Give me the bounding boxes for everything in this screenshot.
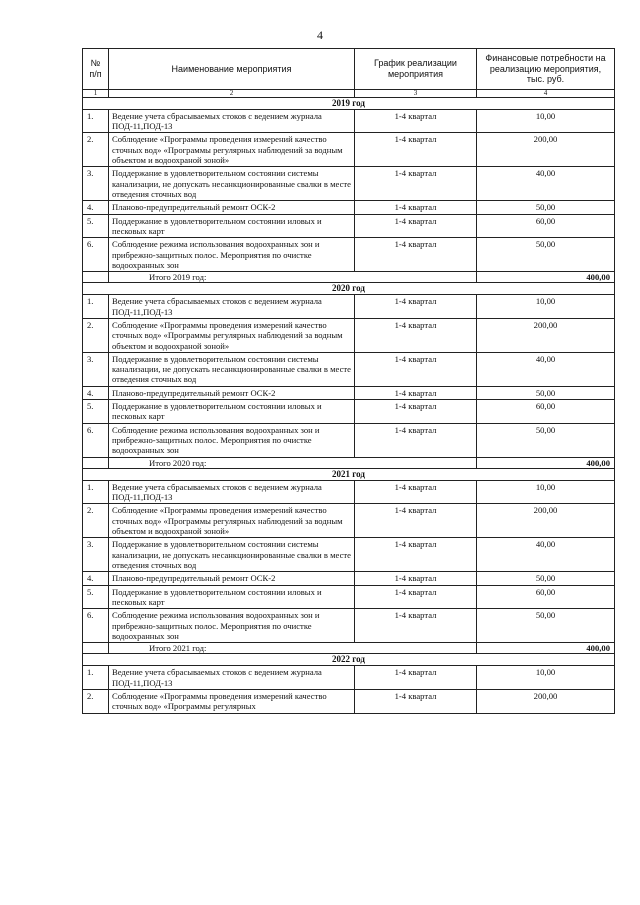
total-row [83, 643, 615, 654]
measure-name: Планово-предупредительный ремонт ОСК-2 [109, 572, 355, 585]
row-number: 1. [83, 666, 109, 690]
cost-cell: 40,00 [477, 538, 615, 572]
total-row [83, 457, 615, 468]
table-row [83, 109, 615, 133]
row-number: 1. [83, 480, 109, 504]
header-num-text: № п/п [89, 58, 102, 79]
column-number: 2 [109, 90, 355, 98]
header-name: Наименование мероприятия [109, 49, 355, 90]
row-number: 1. [83, 109, 109, 133]
cost-cell: 60,00 [477, 400, 615, 424]
measure-name: Поддержание в удовлетворительном состоянии иловых и песковых карт [109, 214, 355, 238]
row-number: 2. [83, 689, 109, 713]
table-row [83, 352, 615, 386]
measure-name: Поддержание в удовлетворительном состоянии иловых и песковых карт [109, 400, 355, 424]
table-header-row [83, 49, 615, 90]
row-number: 1. [83, 295, 109, 319]
schedule-cell: 1-4 квартал [355, 133, 477, 167]
measure-name: Поддержание в удовлетворительном состоянии системы канализации, не допускать несанкционированные свалки в месте отведения сточных вод [109, 167, 355, 201]
measure-name: Планово-предупредительный ремонт ОСК-2 [109, 386, 355, 399]
measure-name: Ведение учета сбрасываемых стоков с ведением журнала ПОД-11,ПОД-13 [109, 295, 355, 319]
schedule-cell: 1-4 квартал [355, 201, 477, 214]
year-label: 2021 год [83, 468, 615, 480]
cost-cell: 50,00 [477, 572, 615, 585]
column-number: 1 [83, 90, 109, 98]
row-number: 5. [83, 400, 109, 424]
schedule-cell: 1-4 квартал [355, 352, 477, 386]
cost-cell: 50,00 [477, 201, 615, 214]
row-number: 5. [83, 214, 109, 238]
year-label: 2022 год [83, 654, 615, 666]
schedule-cell: 1-4 квартал [355, 609, 477, 643]
row-number: 6. [83, 238, 109, 272]
row-number: 4. [83, 572, 109, 585]
schedule-cell: 1-4 квартал [355, 238, 477, 272]
table-row [83, 538, 615, 572]
cost-cell: 200,00 [477, 318, 615, 352]
total-value: 400,00 [477, 457, 615, 468]
row-number: 2. [83, 133, 109, 167]
header-schedule: График реализации мероприятия [355, 49, 477, 90]
table-row [83, 666, 615, 690]
column-number: 4 [477, 90, 615, 98]
cost-cell: 10,00 [477, 109, 615, 133]
table-row [83, 133, 615, 167]
row-number: 6. [83, 609, 109, 643]
measure-name: Соблюдение «Программы проведения измерений качество сточных вод» «Программы регулярных наблюдений за водным объектом и водоохраной зоной» [109, 504, 355, 538]
table-row [83, 318, 615, 352]
cost-cell: 200,00 [477, 689, 615, 713]
cost-cell: 60,00 [477, 585, 615, 609]
row-number: 3. [83, 538, 109, 572]
total-value: 400,00 [477, 272, 615, 283]
table-row [83, 423, 615, 457]
cost-cell: 60,00 [477, 214, 615, 238]
schedule-cell: 1-4 квартал [355, 423, 477, 457]
schedule-cell: 1-4 квартал [355, 109, 477, 133]
row-number: 2. [83, 318, 109, 352]
table-row [83, 689, 615, 713]
table-row [83, 480, 615, 504]
total-label: Итого 2019 год: [109, 272, 477, 283]
table-row [83, 214, 615, 238]
cost-cell: 50,00 [477, 423, 615, 457]
schedule-cell: 1-4 квартал [355, 167, 477, 201]
total-empty-cell [83, 457, 109, 468]
table-row [83, 504, 615, 538]
measure-name: Соблюдение «Программы проведения измерений качество сточных вод» «Программы регулярных [109, 689, 355, 713]
table-row [83, 572, 615, 585]
row-number: 4. [83, 201, 109, 214]
schedule-cell: 1-4 квартал [355, 318, 477, 352]
row-number: 3. [83, 167, 109, 201]
year-label: 2019 год [83, 98, 615, 110]
row-number: 6. [83, 423, 109, 457]
measure-name: Ведение учета сбрасываемых стоков с ведением журнала ПОД-11,ПОД-13 [109, 109, 355, 133]
table-row [83, 400, 615, 424]
total-value: 400,00 [477, 643, 615, 654]
cost-cell: 50,00 [477, 238, 615, 272]
table-row [83, 585, 615, 609]
row-number: 5. [83, 585, 109, 609]
year-row [83, 283, 615, 295]
schedule-cell: 1-4 квартал [355, 386, 477, 399]
measure-name: Поддержание в удовлетворительном состоянии системы канализации, не допускать несанкционированные свалки в месте отведения сточных вод [109, 352, 355, 386]
column-number: 3 [355, 90, 477, 98]
cost-cell: 10,00 [477, 295, 615, 319]
cost-cell: 10,00 [477, 666, 615, 690]
cost-cell: 10,00 [477, 480, 615, 504]
schedule-cell: 1-4 квартал [355, 295, 477, 319]
year-row [83, 654, 615, 666]
table-row [83, 201, 615, 214]
year-label: 2020 год [83, 283, 615, 295]
cost-cell: 50,00 [477, 386, 615, 399]
cost-cell: 40,00 [477, 352, 615, 386]
header-num [83, 49, 109, 90]
schedule-cell: 1-4 квартал [355, 504, 477, 538]
table-body [83, 98, 615, 714]
table-row [83, 295, 615, 319]
row-number: 2. [83, 504, 109, 538]
cost-cell: 40,00 [477, 167, 615, 201]
measures-table [82, 48, 615, 714]
table-row [83, 238, 615, 272]
total-empty-cell [83, 643, 109, 654]
column-number-row [83, 90, 615, 98]
row-number: 4. [83, 386, 109, 399]
schedule-cell: 1-4 квартал [355, 538, 477, 572]
header-finance: Финансовые потребности на реализацию мероприятия, тыс. руб. [477, 49, 615, 90]
measure-name: Соблюдение режима использования водоохранных зон и прибрежно-защитных полос. Мероприятия по очистке водоохранных зон [109, 238, 355, 272]
measure-name: Соблюдение «Программы проведения измерений качество сточных вод» «Программы регулярных наблюдений за водным объектом и водоохраной зоной» [109, 318, 355, 352]
total-label: Итого 2020 год: [109, 457, 477, 468]
measure-name: Поддержание в удовлетворительном состоянии иловых и песковых карт [109, 585, 355, 609]
page-number: 4 [317, 28, 323, 42]
total-label: Итого 2021 год: [109, 643, 477, 654]
measure-name: Планово-предупредительный ремонт ОСК-2 [109, 201, 355, 214]
year-row [83, 468, 615, 480]
table-row [83, 609, 615, 643]
measure-name: Соблюдение «Программы проведения измерений качество сточных вод» «Программы регулярных наблюдений за водным объектом и водоохраной зоной» [109, 133, 355, 167]
schedule-cell: 1-4 квартал [355, 400, 477, 424]
cost-cell: 200,00 [477, 133, 615, 167]
schedule-cell: 1-4 квартал [355, 585, 477, 609]
cost-cell: 50,00 [477, 609, 615, 643]
measure-name: Соблюдение режима использования водоохранных зон и прибрежно-защитных полос. Мероприятия по очистке водоохранных зон [109, 609, 355, 643]
measure-name: Соблюдение режима использования водоохранных зон и прибрежно-защитных полос. Мероприятия по очистке водоохранных зон [109, 423, 355, 457]
row-number: 3. [83, 352, 109, 386]
cost-cell: 200,00 [477, 504, 615, 538]
year-row [83, 98, 615, 110]
schedule-cell: 1-4 квартал [355, 214, 477, 238]
schedule-cell: 1-4 квартал [355, 689, 477, 713]
measure-name: Поддержание в удовлетворительном состоянии системы канализации, не допускать несанкционированные свалки в месте отведения сточных вод [109, 538, 355, 572]
total-empty-cell [83, 272, 109, 283]
schedule-cell: 1-4 квартал [355, 572, 477, 585]
schedule-cell: 1-4 квартал [355, 480, 477, 504]
schedule-cell: 1-4 квартал [355, 666, 477, 690]
total-row [83, 272, 615, 283]
measure-name: Ведение учета сбрасываемых стоков с ведением журнала ПОД-11,ПОД-13 [109, 666, 355, 690]
table-row [83, 167, 615, 201]
measure-name: Ведение учета сбрасываемых стоков с ведением журнала ПОД-11,ПОД-13 [109, 480, 355, 504]
table-row [83, 386, 615, 399]
